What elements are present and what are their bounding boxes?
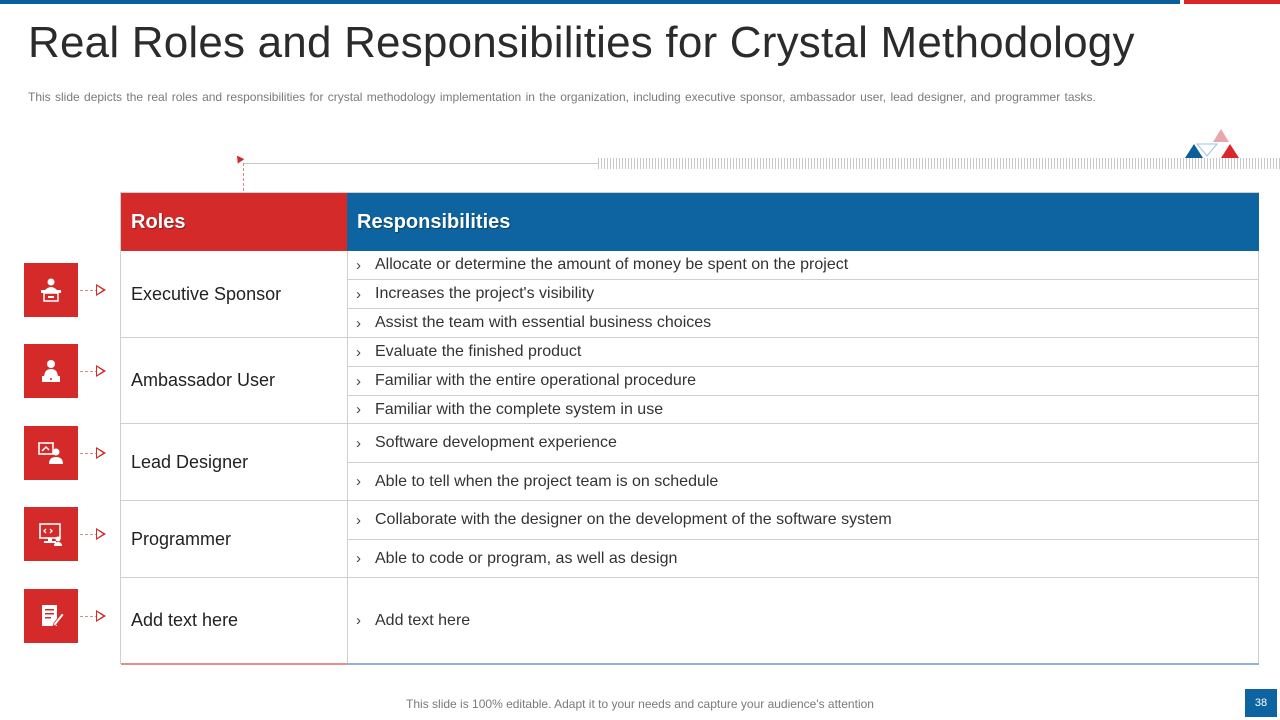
chevron-right-icon: › (356, 343, 361, 361)
chevron-right-icon: › (356, 434, 361, 452)
designer-board-icon (24, 426, 78, 480)
role-cell-placeholder: Add text here (131, 610, 239, 630)
responsibility-row (348, 424, 1259, 463)
document-edit-icon (24, 589, 78, 643)
responsibility-text: Able to tell when the project team is on schedule (375, 472, 719, 490)
play-arrow-icon (96, 528, 106, 540)
chevron-right-icon: › (356, 401, 361, 418)
play-arrow-icon (96, 610, 106, 622)
role-cell-executive-sponsor: Executive Sponsor (121, 251, 347, 338)
table-bottom-border-blue (347, 663, 1259, 665)
role-cell-programmer: Programmer (121, 501, 347, 578)
responsibility-text: Software development experience (375, 434, 617, 451)
responsibility-row (348, 463, 1259, 501)
responsibility-text: Familiar with the entire operational procedure (375, 372, 697, 389)
chevron-right-icon: › (356, 550, 361, 567)
responsibility-text: Increases the project's visibility (375, 285, 595, 302)
page-subtitle: This slide depicts the real roles and responsibilities for crystal methodology implementation in the organization, including executive sponsor, ambassador user, lead designer, and programmer tasks. (28, 90, 1096, 104)
play-arrow-icon (96, 284, 106, 296)
chevron-right-icon: › (356, 473, 361, 490)
responsibility-row (348, 280, 1259, 309)
decorative-triangle-red-icon (1221, 144, 1239, 158)
page-title: Real Roles and Responsibilities for Crystal Methodology (28, 18, 1135, 67)
table-bottom-border-red (121, 663, 347, 665)
responsibility-text: Able to code or program, as well as design (375, 549, 678, 567)
responsibility-row (348, 540, 1259, 578)
responsibility-text: Evaluate the finished product (375, 343, 582, 360)
chevron-right-icon: › (356, 256, 361, 274)
responsibility-text: Familiar with the complete system in use (375, 400, 664, 418)
header-responsibilities: Responsibilities (347, 193, 1259, 251)
decorative-triangle-outline-icon (1196, 143, 1218, 157)
page-number-badge: 38 (1245, 689, 1277, 717)
responsibility-text: Assist the team with essential business choices (375, 314, 712, 331)
decorative-triangle-pink-icon (1213, 129, 1229, 142)
footer-note: This slide is 100% editable. Adapt it to your needs and capture your audience's attention (406, 697, 874, 711)
top-accent-bar-blue (0, 0, 1180, 4)
chevron-right-icon: › (356, 511, 361, 529)
chevron-right-icon: › (356, 285, 361, 303)
chevron-right-icon: › (356, 372, 361, 390)
decorative-dashed-line (243, 163, 244, 191)
play-arrow-icon (96, 365, 106, 377)
chevron-right-icon: › (356, 314, 361, 332)
chevron-right-icon: › (356, 612, 361, 629)
responsibility-row (348, 501, 1259, 540)
responsibility-row (348, 578, 1259, 663)
responsibility-row (348, 251, 1259, 280)
role-cell-lead-designer: Lead Designer (121, 424, 347, 501)
user-laptop-icon (24, 344, 78, 398)
responsibility-text: Allocate or determine the amount of money be spent on the project (375, 256, 849, 273)
decorative-line (244, 163, 600, 164)
responsibility-row (348, 309, 1259, 338)
role-cell-ambassador-user: Ambassador User (121, 338, 347, 424)
responsibility-row (348, 367, 1259, 396)
top-accent-bar-red (1184, 0, 1280, 4)
responsibility-row (348, 338, 1259, 367)
play-arrow-icon (96, 447, 106, 459)
responsibility-row (348, 396, 1259, 424)
roles-table (120, 192, 1259, 664)
presenter-desk-icon (24, 263, 78, 317)
responsibility-text: Collaborate with the designer on the development of the software system (375, 511, 892, 528)
responsibility-text: Add text here (375, 611, 471, 629)
programmer-monitor-icon (24, 507, 78, 561)
decorative-hatch-band (598, 158, 1280, 169)
header-roles: Roles (121, 193, 347, 251)
